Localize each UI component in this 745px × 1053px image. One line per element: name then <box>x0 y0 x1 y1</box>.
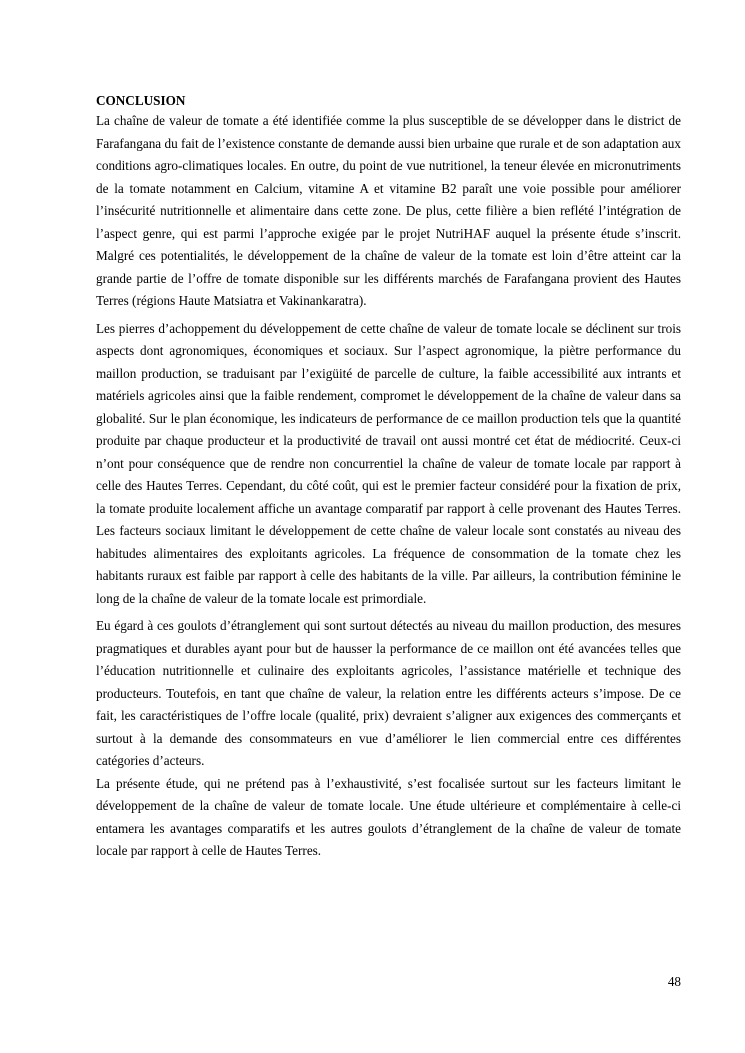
page-number: 48 <box>667 974 681 989</box>
paragraph-3: Eu égard à ces goulots d’étranglement qui sont surtout détectés au niveau du maillon production, des mesures pragmatiques et durables ayant pour but de hausser la performance de ce maillon ont été avancées telles que l’éducation nutritionnelle et culinaire des exploitants agricoles, l’assistance matérielle et technique des producteurs. Toutefois, en tant que chaîne de valeur, la relation entre les différents acteurs s’impose. De ce fait, les caractéristiques de l’offre locale (qualité, prix) devraient s’aligner aux exigences des commerçants et surtout à la demande des consommateurs en vue d’améliorer le lien commercial entre ces différentes catégories d’acteurs. <box>96 618 681 768</box>
paragraph-4: La présente étude, qui ne prétend pas à l’exhaustivité, s’est focalisée surtout sur les facteurs limitant le développement de la chaîne de valeur de tomate locale. Une étude ultérieure et complémentaire à celle-ci entamera les avantages comparatifs et les autres goulots d’étranglement de la chaîne de valeur de tomate locale par rapport à celle de Hautes Terres. <box>96 775 681 858</box>
document-body <box>96 92 681 863</box>
paragraph-1: La chaîne de valeur de tomate a été identifiée comme la plus susceptible de se développer dans le district de Farafangana du fait de l’existence constante de demande aussi bien urbaine que rurale et de son adaptation aux conditions agro-climatiques locales. En outre, du point de vue nutritionel, la teneur élevée en micronutriments de la tomate notamment en Calcium, vitamine A et vitamine B2 paraît une voie possible pour améliorer l’insécurité nutritionnelle et alimentaire dans cette zone. De plus, cette filière a bien reflété l’intégration de l’aspect genre, qui est parmi l’approche exigée par le projet NutriHAF auquel la présente étude s’inscrit. Malgré ces potentialités, le développement de la chaîne de valeur de la tomate est loin d’être atteint car la grande partie de l’offre de tomate disponible sur les différents marchés de Farafangana provient des Hautes Terres (régions Haute Matsiatra et Vakinankaratra). <box>96 113 681 308</box>
section-heading: CONCLUSION <box>96 93 186 108</box>
paragraph-2: Les pierres d’achoppement du développement de cette chaîne de valeur de tomate locale se déclinent sur trois aspects dont agronomiques, économiques et sociaux. Sur l’aspect agronomique, la piètre performance du maillon production, se traduisant par l’exigüité de parcelle de culture, la faible accessibilité aux intrants et matériels agricoles ainsi que la faible rendement, compromet le développement de la chaîne de valeur dans sa globalité. Sur le plan économique, les indicateurs de performance de ce maillon production tels que la quantité produite par chaque producteur et la productivité de travail ont aussi montré cet état de médiocrité. Ceux-ci n’ont pour conséquence que de rendre non concurrentiel la chaîne de valeur de tomate locale par rapport à celle des Hautes Terres. Cependant, du côté coût, qui est le premier facteur considéré pour la fixation de prix, la tomate produite localement affiche un avantage comparatif par rapport à celle provenant des Hautes Terres. Les facteurs sociaux limitant le développement de cette chaîne de valeur locale sont constatés au niveau des habitudes alimentaires des exploitants agricoles. La fréquence de consommation de la tomate chez les habitants ruraux est faible par rapport à celle des habitants de la ville. Par ailleurs, la contribution féminine le long de la chaîne de valeur de la tomate locale est primordiale. <box>96 320 681 606</box>
